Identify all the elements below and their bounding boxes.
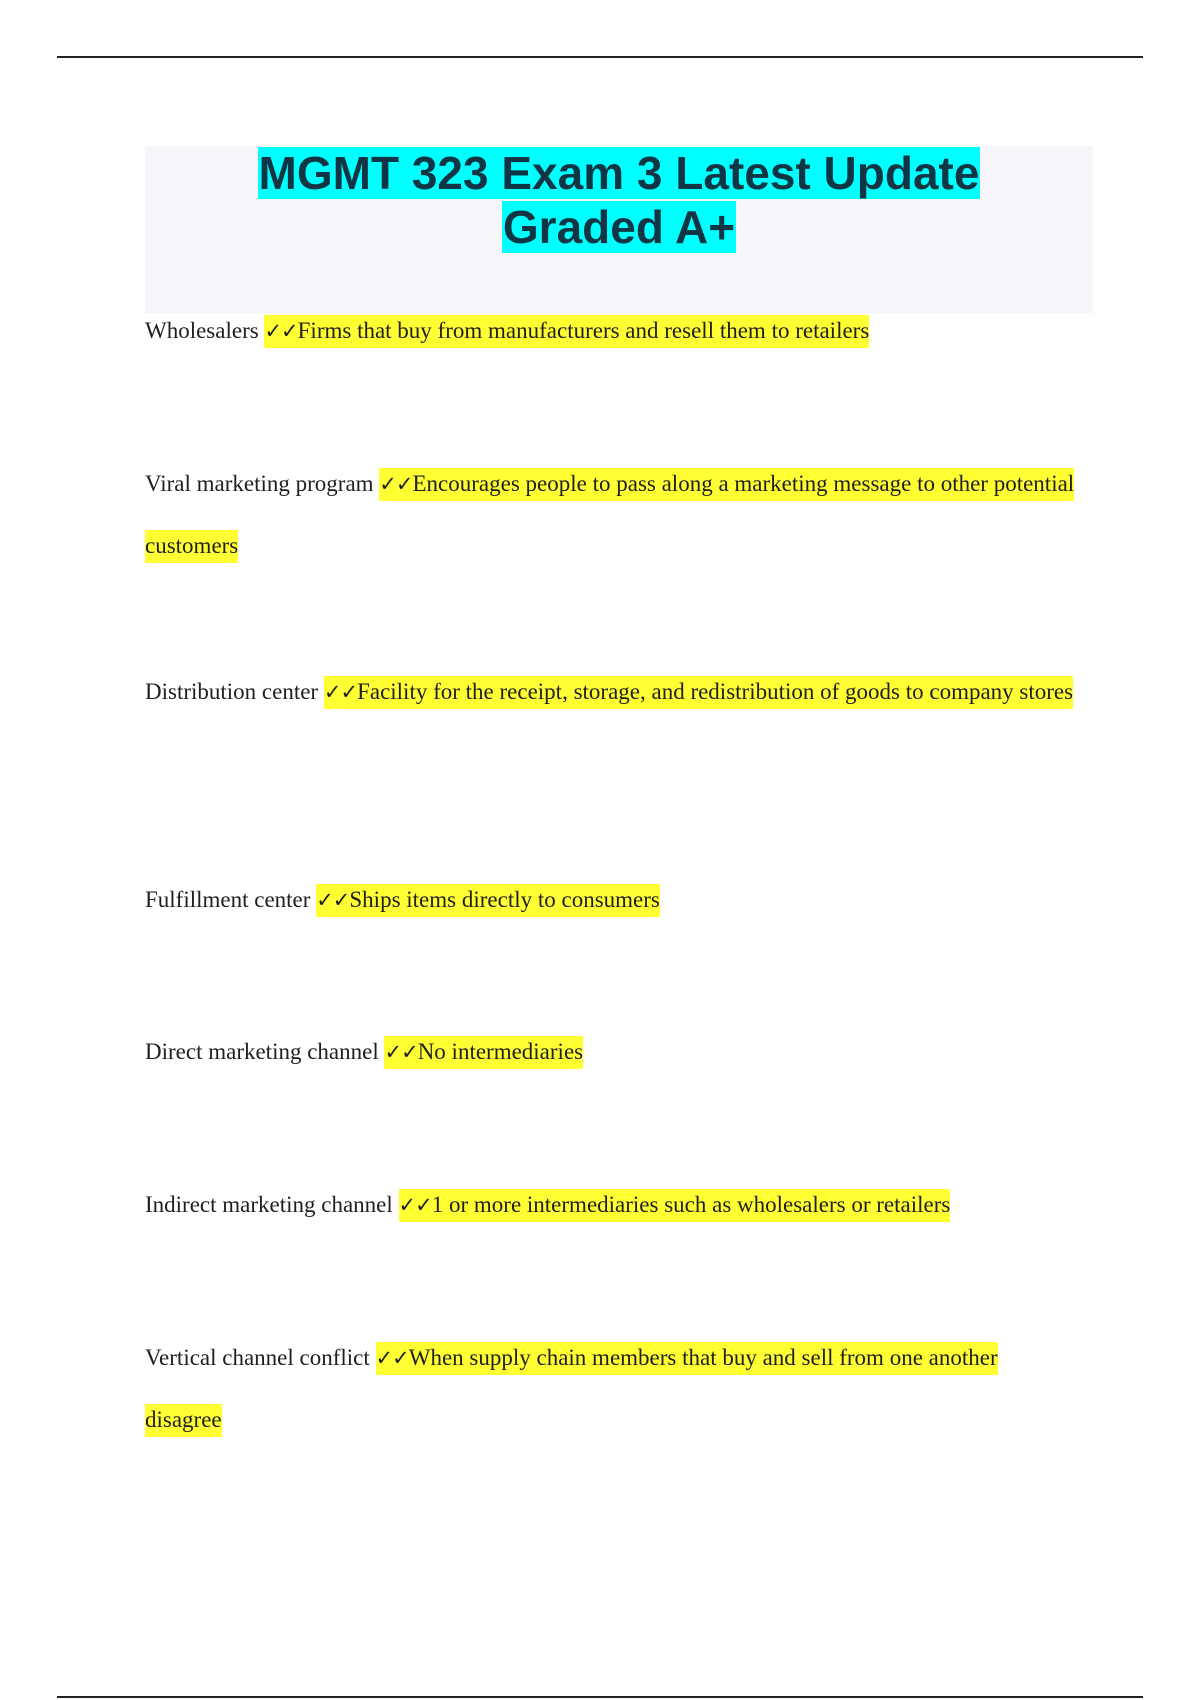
flashcard-entry-direct-channel — [145, 1021, 1075, 1083]
footer-rule — [57, 1696, 1143, 1698]
term: Wholesalers — [145, 318, 259, 343]
definition-highlight — [384, 1036, 583, 1069]
double-check-icon: ✓✓ — [375, 1346, 409, 1370]
double-check-icon: ✓✓ — [323, 680, 358, 704]
double-check-icon: ✓✓ — [379, 472, 413, 496]
definition: No intermediaries — [417, 1039, 584, 1064]
double-check-icon: ✓✓ — [264, 319, 298, 343]
definition-highlight — [324, 676, 1073, 709]
flashcard-entry-fulfillment-center — [145, 869, 1075, 931]
page-title: MGMT 323 Exam 3 Latest Update Graded A+ — [258, 147, 980, 253]
definition: Ships items directly to consumers — [349, 887, 660, 912]
definition: Encourages people to pass along a marketing message to other potential customers — [145, 471, 1075, 558]
definition-highlight — [264, 315, 869, 348]
double-check-icon: ✓✓ — [316, 888, 350, 912]
definition: When supply chain members that buy and sell from one another disagree — [145, 1345, 998, 1432]
term: Direct marketing channel — [145, 1039, 379, 1064]
flashcard-entry-indirect-channel — [145, 1174, 1075, 1236]
flashcard-entry-viral-marketing — [145, 453, 1075, 576]
term: Viral marketing program — [145, 471, 374, 496]
double-check-icon: ✓✓ — [384, 1040, 418, 1064]
title-banner — [145, 146, 1093, 313]
definition: 1 or more intermediaries such as wholesalers or retailers — [431, 1192, 951, 1217]
flashcard-entry-wholesalers — [145, 300, 1075, 362]
definition: Firms that buy from manufacturers and resell them to retailers — [297, 318, 870, 343]
term: Vertical channel conflict — [145, 1345, 370, 1370]
flashcard-entry-vertical-conflict — [145, 1327, 1075, 1450]
term: Fulfillment center — [145, 887, 311, 912]
header-rule — [57, 56, 1143, 58]
term: Indirect marketing channel — [145, 1192, 393, 1217]
definition-highlight — [316, 884, 660, 917]
double-check-icon: ✓✓ — [398, 1193, 432, 1217]
definition-highlight — [399, 1189, 951, 1222]
definition: Facility for the receipt, storage, and redistribution of goods to company stores — [357, 679, 1074, 704]
flashcard-entry-distribution-center — [145, 661, 1075, 723]
term: Distribution center — [145, 679, 319, 704]
